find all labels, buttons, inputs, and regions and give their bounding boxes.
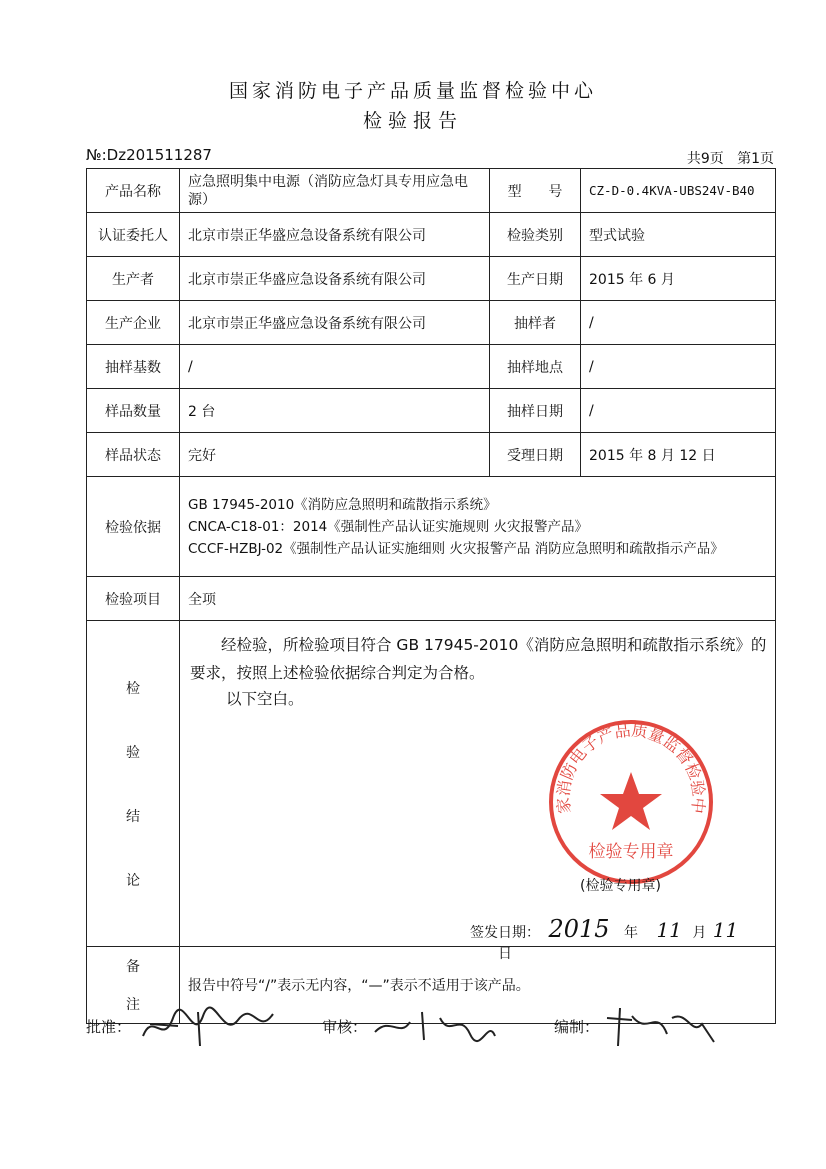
label-inspection-type: 检验类别: [490, 213, 581, 257]
document-number: [86, 146, 212, 164]
table-row: [87, 213, 776, 257]
conclusion-label-char: 论: [126, 872, 140, 889]
table-row: [87, 477, 776, 577]
sign-date-label: 签发日期：: [470, 925, 540, 941]
table-row: [87, 301, 776, 345]
report-title: 检验报告: [362, 110, 463, 132]
label-producer: 生产者: [87, 257, 180, 301]
conclusion-label-char: 结: [126, 808, 140, 825]
sign-date-year-unit: 年: [623, 925, 638, 941]
remark-label-char: 备: [126, 959, 140, 975]
seal-center-text: 检验专用章: [588, 842, 674, 862]
label-basis: 检验依据: [87, 477, 180, 577]
approve-label: 批准：: [86, 1018, 132, 1036]
conclusion-label-char: 检: [126, 680, 140, 697]
doc-no-value: Dz201511287: [106, 146, 212, 164]
value-production-date: 2015 年 6 月: [581, 257, 776, 301]
value-inspection-type: 型式试验: [581, 213, 776, 257]
org-title: 国家消防电子产品质量监督检验中心: [228, 80, 597, 102]
label-product-name: 产品名称: [87, 169, 180, 213]
remark-label-char: 注: [126, 997, 140, 1013]
value-sample-base: /: [180, 345, 490, 389]
value-sampler: /: [581, 301, 776, 345]
value-client: 北京市崇正华盛应急设备系统有限公司: [180, 213, 490, 257]
table-row: [87, 621, 776, 947]
label-model: 型 号: [490, 169, 581, 213]
value-sampling-date: /: [581, 389, 776, 433]
basis-line: GB 17945-2010《消防应急照明和疏散指示系统》: [188, 496, 497, 513]
sign-date: [470, 915, 775, 963]
seal-caption: (检验专用章): [580, 878, 661, 894]
value-sample-qty: 2 台: [180, 389, 490, 433]
conclusion-label-char: 验: [126, 744, 140, 761]
conclusion-cell: [180, 621, 776, 962]
basis-line: CNCA-C18-01：2014《强制性产品认证实施规则 火灾报警产品》: [188, 518, 589, 535]
seal-ring-text: 国家消防电子产品质量监督检验中心: [537, 702, 709, 815]
label-items: 检验项目: [87, 577, 180, 621]
report-table: [86, 168, 776, 1024]
value-accept-date: 2015 年 8 月 12 日: [581, 433, 776, 477]
page-info: 共9页 第1页: [686, 151, 774, 167]
label-sampling-date: 抽样日期: [490, 389, 581, 433]
value-producer: 北京市崇正华盛应急设备系统有限公司: [180, 257, 490, 301]
table-row: [87, 389, 776, 433]
label-sampler: 抽样者: [490, 301, 581, 345]
table-row: [87, 257, 776, 301]
value-sampling-place: /: [581, 345, 776, 389]
label-production-date: 生产日期: [490, 257, 581, 301]
value-manufacturer: 北京市崇正华盛应急设备系统有限公司: [180, 301, 490, 345]
value-product-name: 应急照明集中电源（消防应急灯具专用应急电源）: [180, 169, 490, 213]
table-row: [87, 345, 776, 389]
table-row: [87, 169, 776, 213]
review-label: 审核：: [322, 1018, 368, 1036]
sign-date-day-unit: 日: [498, 946, 512, 962]
label-accept-date: 受理日期: [490, 433, 581, 477]
label-sampling-place: 抽样地点: [490, 345, 581, 389]
signature-row: [86, 1012, 776, 1052]
review-signature: [370, 1008, 500, 1048]
sign-date-day: 11: [712, 918, 739, 942]
value-model: CZ-D-0.4KVA-UBS24V-B40: [581, 169, 776, 213]
doc-no-label: №:: [86, 146, 107, 164]
basis-line: CCCF-HZBJ-02《强制性产品认证实施细则 火灾报警产品 消防应急照明和疏散指示产品》: [188, 540, 724, 557]
blank-note: 以下空白。: [226, 690, 304, 708]
label-conclusion: [87, 621, 180, 947]
compile-signature: [602, 1006, 722, 1050]
table-row: [87, 433, 776, 477]
sign-date-month-unit: 月: [692, 925, 707, 941]
approve-signature: [138, 1006, 278, 1050]
label-client: 认证委托人: [87, 213, 180, 257]
label-sample-base: 抽样基数: [87, 345, 180, 389]
value-items: 全项: [180, 577, 776, 621]
conclusion-text: 经检验，所检验项目符合 GB 17945-2010《消防应急照明和疏散指示系统》的要求，按照上述检验依据综合判定为合格。: [190, 636, 767, 682]
value-remark: 报告中符号“/”表示无内容，“—”表示不适用于该产品。: [180, 947, 776, 1024]
compile-label: 编制：: [554, 1018, 600, 1036]
table-row: [87, 577, 776, 621]
official-seal: [537, 702, 716, 887]
sign-date-month: 11: [656, 918, 682, 942]
label-manufacturer: 生产企业: [87, 301, 180, 345]
basis-list: [180, 477, 776, 577]
value-sample-state: 完好: [180, 433, 490, 477]
label-sample-qty: 样品数量: [87, 389, 180, 433]
label-sample-state: 样品状态: [87, 433, 180, 477]
sign-date-year: 2015: [548, 915, 610, 943]
seal-star-icon: [600, 772, 662, 830]
